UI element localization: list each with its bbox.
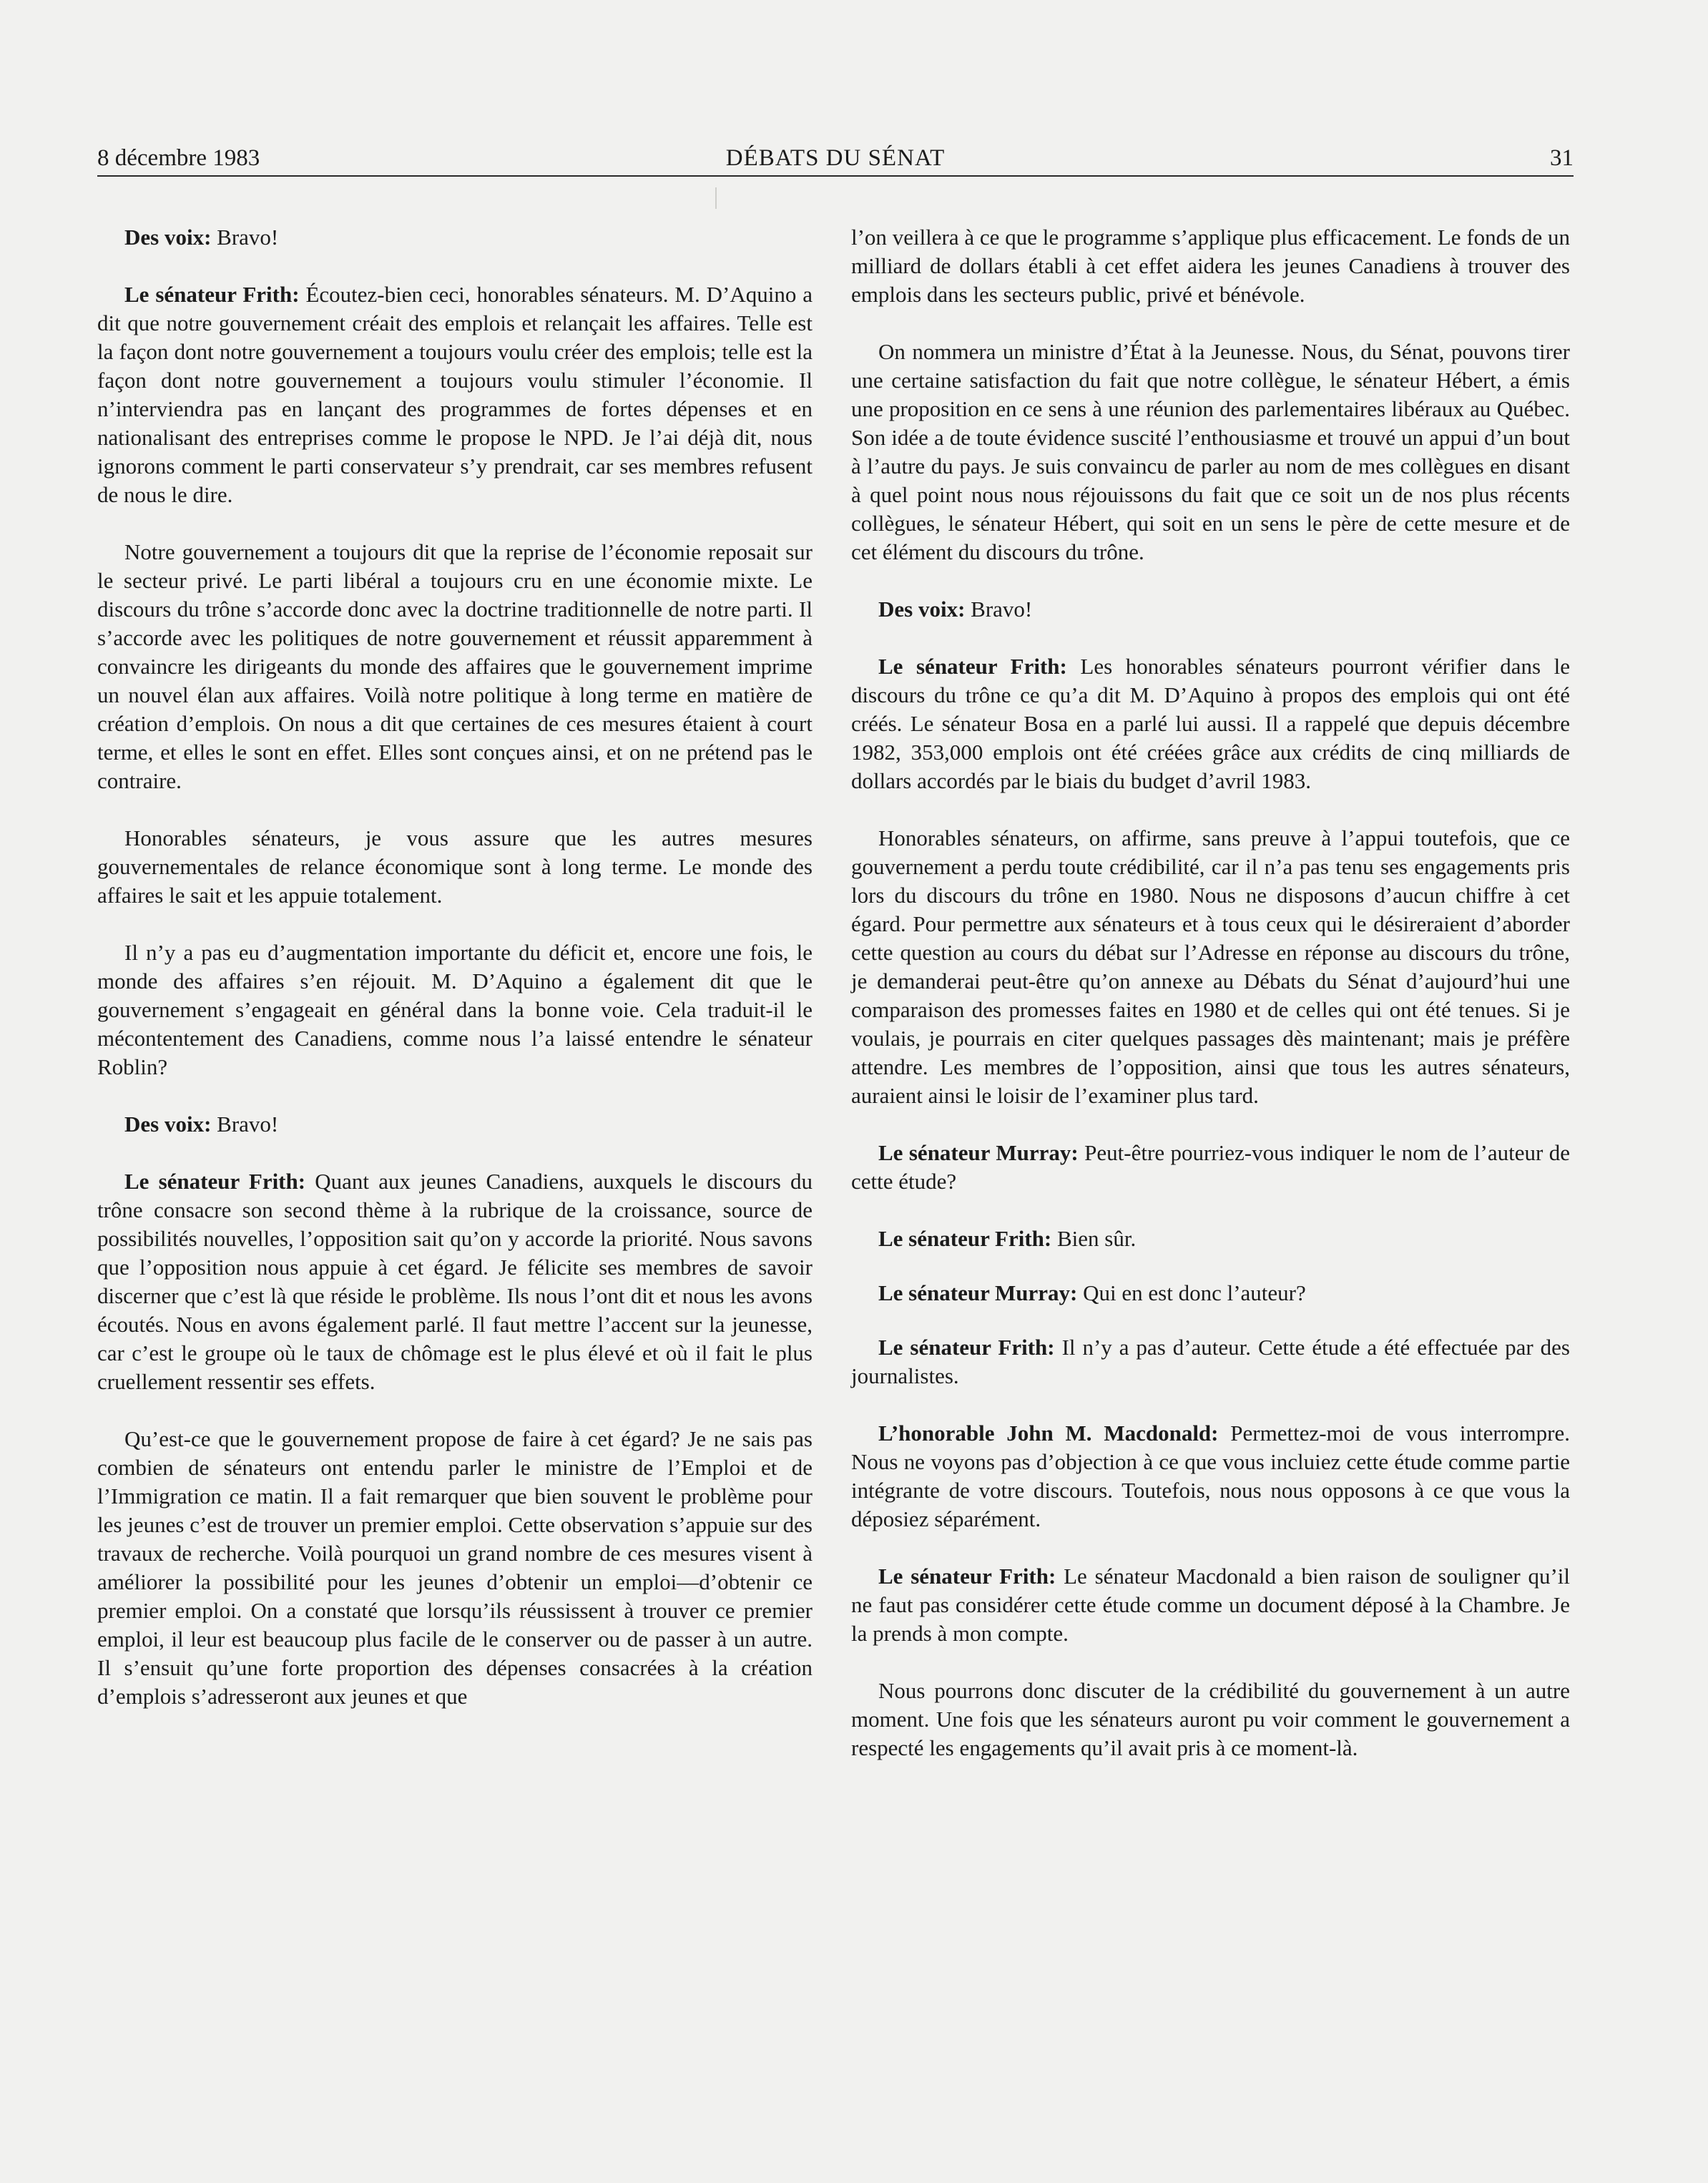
paragraph-text: Bravo! — [211, 225, 279, 250]
paragraph-text: Bravo! — [211, 1112, 279, 1137]
speaker-name: Des voix: — [124, 225, 212, 250]
paragraph-text: Qui en est donc l’auteur? — [1077, 1280, 1306, 1305]
left-column — [97, 223, 813, 1740]
page-number: 31 — [1550, 145, 1574, 171]
paragraph-text: Quant aux jeunes Canadiens, auxquels le discours du trône consacre son second thème à la rubrique de la croissance, source de possibilités nouvelles, l’opposition sait qu’on y accorde la priorité. Nous savons que l’opposition nous appuie à cet égard. Je félicite ses membres de savoir discerner que c’est là que réside le problème. Ils nous l’ont dit et nous les avons écoutés. Nous en avons également parlé. Il faut mettre l’accent sur la jeunesse, car c’est le groupe où le taux de chômage est le plus élevé et où il fait le plus cruellement ressentir ses effets. — [97, 1169, 813, 1394]
speaker-name: Le sénateur Frith: — [878, 1335, 1055, 1360]
paragraph — [851, 1333, 1570, 1390]
paragraph-text: Le sénateur Macdonald a bien raison de souligner qu’il ne faut pas considérer cette étude comme un document déposé à la Chambre. Je la prends à mon compte. — [851, 1564, 1571, 1646]
paragraph — [851, 595, 1570, 624]
paragraph-text: Notre gouvernement a toujours dit que la reprise de l’économie reposait sur le secteur privé. Le parti libéral a toujours cru en une économie mixte. Le discours du trône s’accorde donc avec la doctrine traditionnelle de notre parti. Il s’accorde avec les politiques de notre gouvernement et réussit apparemment à convaincre les dirigeants du monde des affaires que le gouvernement imprime un nouvel élan aux affaires. Voilà notre politique à long terme en matière de création d’emplois. On nous a dit que certaines de ces mesures étaient à court terme, et elles le sont en effet. Elles sont conçues ainsi, et on ne prétend pas le contraire. — [97, 539, 813, 793]
speaker-name: Le sénateur Frith: — [878, 1564, 1056, 1589]
paragraph — [97, 938, 813, 1081]
header-date: 8 décembre 1983 — [97, 145, 260, 171]
paragraph — [97, 223, 813, 252]
paragraph — [97, 1425, 813, 1711]
paragraph — [851, 1225, 1570, 1253]
paragraph-text: Qu’est-ce que le gouvernement propose de faire à cet égard? Je ne sais pas combien de sénateurs ont entendu parler le ministre de l’Emploi et de l’Immigration ce matin. Il a fait remarquer que bien souvent le problème pour les jeunes c’est de trouver un premier emploi. Cette observation s’appuie sur des travaux de recherche. Voilà pourquoi un grand nombre de ces mesures visent à améliorer la possibilité pour les jeunes d’obtenir un emploi—d’obtenir ce premier emploi. On a constaté que lorsqu’ils réussissent à trouver ce premier emploi, il leur est beaucoup plus facile de le conserver ou de passer à un autre. Il s’ensuit qu’une forte proportion des dépenses consacrées à la création d’emplois s’adresseront aux jeunes et que — [97, 1426, 813, 1709]
paragraph-text: Permettez-moi de vous interrompre. Nous ne voyons pas d’objection à ce que vous incluiez cette étude comme partie intégrante de votre discours. Toutefois, nous nous opposons à ce que vous la déposiez séparément. — [851, 1421, 1570, 1531]
header-rule — [97, 175, 1574, 177]
paragraph — [851, 1677, 1570, 1762]
paragraph — [97, 1167, 813, 1396]
paragraph — [97, 1110, 813, 1139]
speaker-name: Le sénateur Frith: — [878, 654, 1067, 679]
paragraph-text: Écoutez-bien ceci, honorables sénateurs. M. D’Aquino a dit que notre gouvernement créait des emplois et relançait les affaires. Telle est la façon dont notre gouvernement a toujours voulu créer des emplois; telle est la façon dont notre gouvernement a toujours voulu stimuler l’économie. Il n’interviendra pas en lançant des programmes de fortes dépenses et en nationalisant des entreprises comme le propose le NPD. Je l’ai déjà dit, nous ignorons comment le parti conservateur s’y prendrait, car ses membres refusent de nous le dire. — [97, 282, 813, 507]
paragraph-text: Bien sûr. — [1051, 1226, 1137, 1251]
paragraph — [97, 824, 813, 910]
paragraph — [97, 280, 813, 509]
paragraph — [851, 1279, 1570, 1308]
speaker-name: Des voix: — [878, 597, 966, 622]
paragraph-text: Peut-être pourriez-vous indiquer le nom de l’auteur de cette étude? — [851, 1140, 1570, 1194]
paragraph-text: Honorables sénateurs, je vous assure que les autres mesures gouvernementales de relance économique sont à long terme. Le monde des affaires le sait et les appuie totalement. — [97, 825, 813, 908]
paragraph — [851, 338, 1570, 566]
paragraph-text: Il n’y a pas eu d’augmentation importante du déficit et, encore une fois, le monde des affaires s’en réjouit. M. D’Aquino a également dit que le gouvernement s’engageait en général dans la bonne voie. Cela traduit-il le mécontentement des Canadiens, comme nous l’a laissé entendre le sénateur Roblin? — [97, 940, 813, 1079]
speaker-name: Le sénateur Murray: — [878, 1280, 1078, 1305]
header-title: DÉBATS DU SÉNAT — [725, 145, 946, 171]
paragraph-text: Bravo! — [965, 597, 1033, 622]
paragraph — [851, 1139, 1570, 1196]
paragraph — [851, 1419, 1570, 1534]
paragraph — [851, 652, 1570, 795]
speaker-name: Le sénateur Frith: — [878, 1226, 1052, 1251]
page-crease-mark — [715, 187, 717, 209]
paragraph-text: On nommera un ministre d’État à la Jeunesse. Nous, du Sénat, pouvons tirer une certaine satisfaction du fait que notre collègue, le sénateur Hébert, a émis une proposition en ce sens à une réunion des parlementaires libéraux au Québec. Son idée a de toute évidence suscité l’enthousiasme et trouvé un appui d’un bout à l’autre du pays. Je suis convaincu de parler au nom de mes collègues en disant à quel point nous nous réjouissons du fait que ce soit un de nos plus récents collègues, le sénateur Hébert, qui soit en un sens le père de cette mesure et de cet élément du discours du trône. — [851, 339, 1570, 564]
paragraph-text: Honorables sénateurs, on affirme, sans preuve à l’appui toutefois, que ce gouvernement a perdu toute crédibilité, car il n’a pas tenu ses engagements pris lors du discours du trône en 1980. Nous ne disposons d’aucun chiffre à cet égard. Pour permettre aux sénateurs et à tous ceux qui le désireraient d’aborder cette question au cours du débat sur l’Adresse en réponse au discours du trône, je demanderai peut-être qu’on annexe au Débats du Sénat d’aujourd’hui une comparaison des promesses faites en 1980 et de celles qui ont été tenues. Si je voulais, je pourrais en citer quelques passages dès maintenant; mais je préfère attendre. Les membres de l’opposition, ainsi que tous les autres sénateurs, auraient ainsi le loisir de l’examiner plus tard. — [851, 825, 1570, 1108]
paragraph-text: Nous pourrons donc discuter de la crédibilité du gouvernement à un autre moment. Une fois que les sénateurs auront pu voir comment le gouvernement a respecté les engagements qu’il avait pris à ce moment-là. — [851, 1678, 1570, 1760]
paragraph-text: Il n’y a pas d’auteur. Cette étude a été effectuée par des journalistes. — [851, 1335, 1570, 1388]
paragraph — [851, 824, 1570, 1110]
paragraph-text: l’on veillera à ce que le programme s’applique plus efficacement. Le fonds de un milliard de dollars établi à cet effet aidera les jeunes Canadiens à trouver des emplois dans les secteurs public, privé et bénévole. — [851, 225, 1570, 307]
speaker-name: Des voix: — [124, 1112, 212, 1137]
speaker-name: L’honorable John M. Macdonald: — [878, 1421, 1219, 1446]
running-header — [97, 140, 1574, 176]
right-column — [851, 223, 1570, 1791]
speaker-name: Le sénateur Murray: — [878, 1140, 1079, 1165]
paragraph — [97, 538, 813, 795]
speaker-name: Le sénateur Frith: — [124, 282, 300, 307]
speaker-name: Le sénateur Frith: — [124, 1169, 306, 1194]
paragraph-text: Les honorables sénateurs pourront vérifier dans le discours du trône ce qu’a dit M. D’Aquino à propos des emplois qui ont été créés. Le sénateur Bosa en a parlé lui aussi. Il a rappelé que depuis décembre 1982, 353,000 emplois ont été créées grâce aux crédits de cinq milliards de dollars accordés par le biais du budget d’avril 1983. — [851, 654, 1570, 793]
paragraph — [851, 1562, 1570, 1648]
paragraph — [851, 223, 1570, 309]
